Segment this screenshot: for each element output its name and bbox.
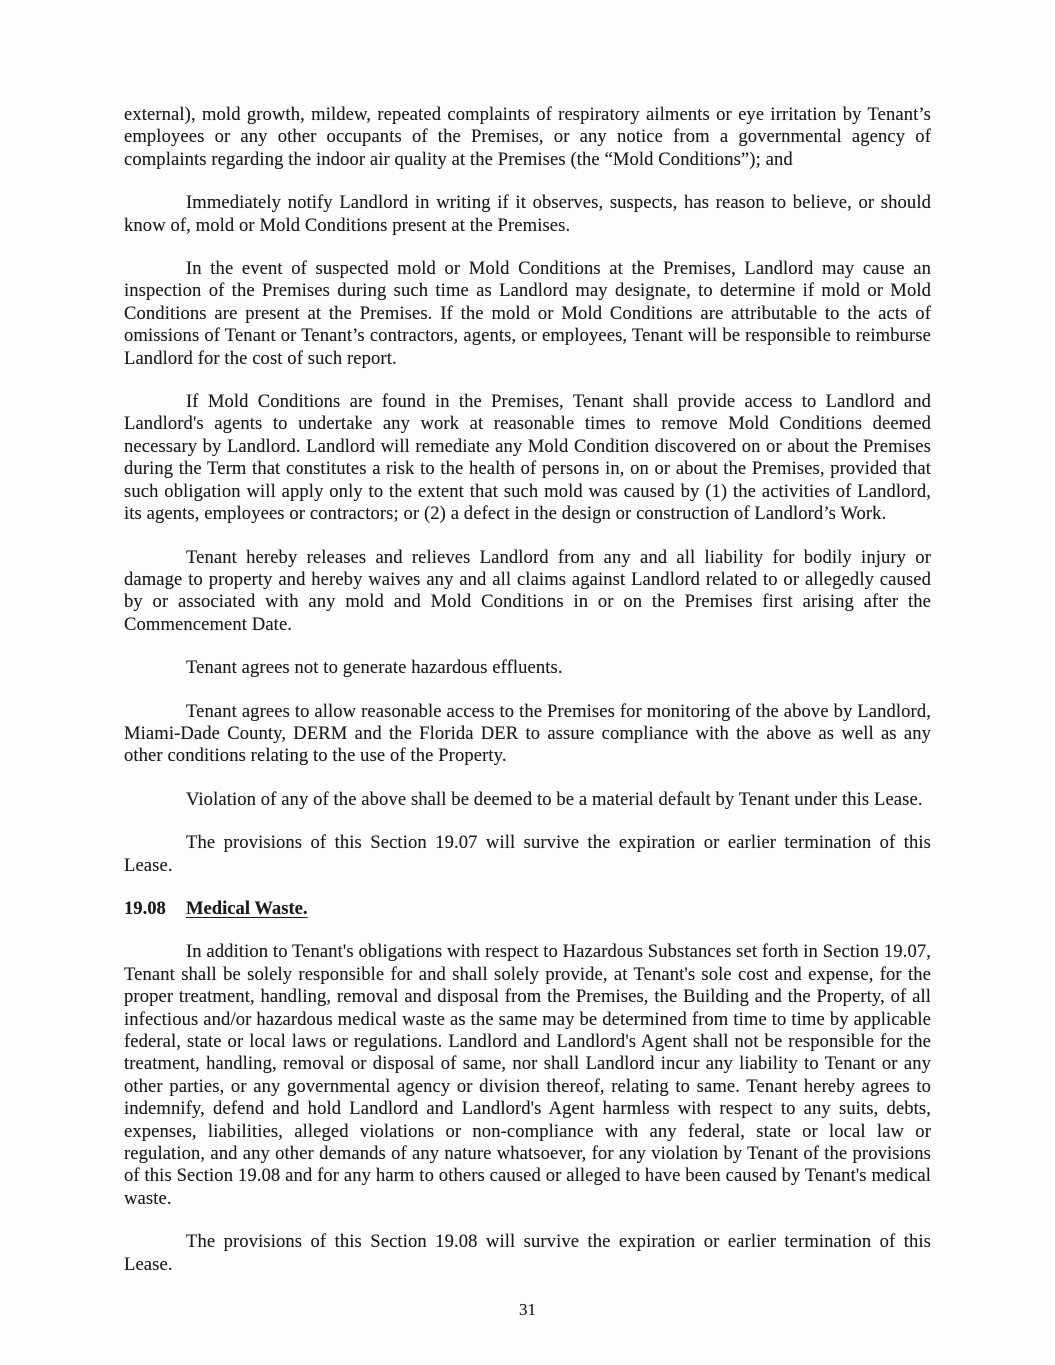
paragraph-reasonable-access-monitoring: Tenant agrees to allow reasonable access to the Premises for monitoring of the above by Landlord, Miami-Dade County, DERM and the Florida DER to assure compliance with the above as well as any other conditions relating to the use of the Property. xyxy=(124,700,931,767)
paragraph-tenant-releases-landlord: Tenant hereby releases and relieves Landlord from any and all liability for bodily injury or damage to property and hereby waives any and all claims against Landlord related to or allegedly caused by or associated with any mold and Mold Conditions in or on the Premises first arising after the Commencement Date. xyxy=(124,546,931,635)
paragraph-mold-conditions-found: If Mold Conditions are found in the Premises, Tenant shall provide access to Landlord and Landlord's agents to undertake any work at reasonable times to remove Mold Conditions deemed necessary by Landlord. Landlord will remediate any Mold Condition discovered on or about the Premises during the Term that constitutes a risk to the health of persons in, on or about the Premises, provided that such obligation will apply only to the extent that such mold was caused by (1) the activities of Landlord, its agents, employees or contractors; or (2) a defect in the design or construction of Landlord’s Work. xyxy=(124,391,931,525)
paragraph-violation-material-default: Violation of any of the above shall be deemed to be a material default by Tenant under this Lease. xyxy=(186,788,923,810)
paragraph-survival-19-07: The provisions of this Section 19.07 will survive the expiration or earlier termination of this Lease. xyxy=(124,832,931,876)
section-title: Medical Waste. xyxy=(186,897,308,919)
section-heading-19-08 xyxy=(124,898,931,920)
paragraph-immediately-notify: Immediately notify Landlord in writing if it observes, suspects, has reason to believe, or should know of, mold or Mold Conditions present at the Premises. xyxy=(124,192,931,236)
paragraph-suspected-mold-inspection: In the event of suspected mold or Mold Conditions at the Premises, Landlord may cause an inspection of the Premises during such time as Landlord may designate, to determine if mold or Mold Conditions are present at the Premises. If the mold or Mold Conditions are attributable to the acts of omissions of Tenant or Tenant’s contractors, agents, or employees, Tenant will be responsible to reimburse Landlord for the cost of such report. xyxy=(124,258,931,369)
paragraph-hazardous-effluents: Tenant agrees not to generate hazardous effluents. xyxy=(186,657,563,679)
paragraph-survival-19-08: The provisions of this Section 19.08 will survive the expiration or earlier termination of this Lease. xyxy=(124,1231,931,1275)
paragraph-continuation-mold-conditions: external), mold growth, mildew, repeated complaints of respiratory ailments or eye irritation by Tenant’s employees or any other occupants of the Premises, or any notice from a governmental agency of complaints regarding the indoor air quality at the Premises (the “Mold Conditions”); and xyxy=(124,104,931,170)
document-text-block xyxy=(124,104,931,1297)
page-number: 31 xyxy=(519,1300,536,1319)
paragraph-medical-waste-obligations: In addition to Tenant's obligations with respect to Hazardous Substances set forth in Section 19.07, Tenant shall be solely responsible for and shall solely provide, at Tenant's sole cost and expense, for the proper treatment, handling, removal and disposal from the Premises, the Building and the Property, of all infectious and/or hazardous medical waste as the same may be determined from time to time by applicable federal, state or local laws or regulations. Landlord and Landlord's Agent shall not be responsible for the treatment, handling, removal or disposal of same, nor shall Landlord incur any liability to Tenant or any other parties, or any governmental agency or division thereof, relating to same. Tenant hereby agrees to indemnify, defend and hold Landlord and Landlord's Agent harmless with respect to any suits, debts, expenses, liabilities, alleged violations or non-compliance with any federal, state or local law or regulation, and any other demands of any nature whatsoever, for any violation by Tenant of the provisions of this Section 19.08 and for any harm to others caused or alleged to have been caused by Tenant's medical waste. xyxy=(124,941,931,1209)
section-number: 19.08 xyxy=(124,897,166,919)
